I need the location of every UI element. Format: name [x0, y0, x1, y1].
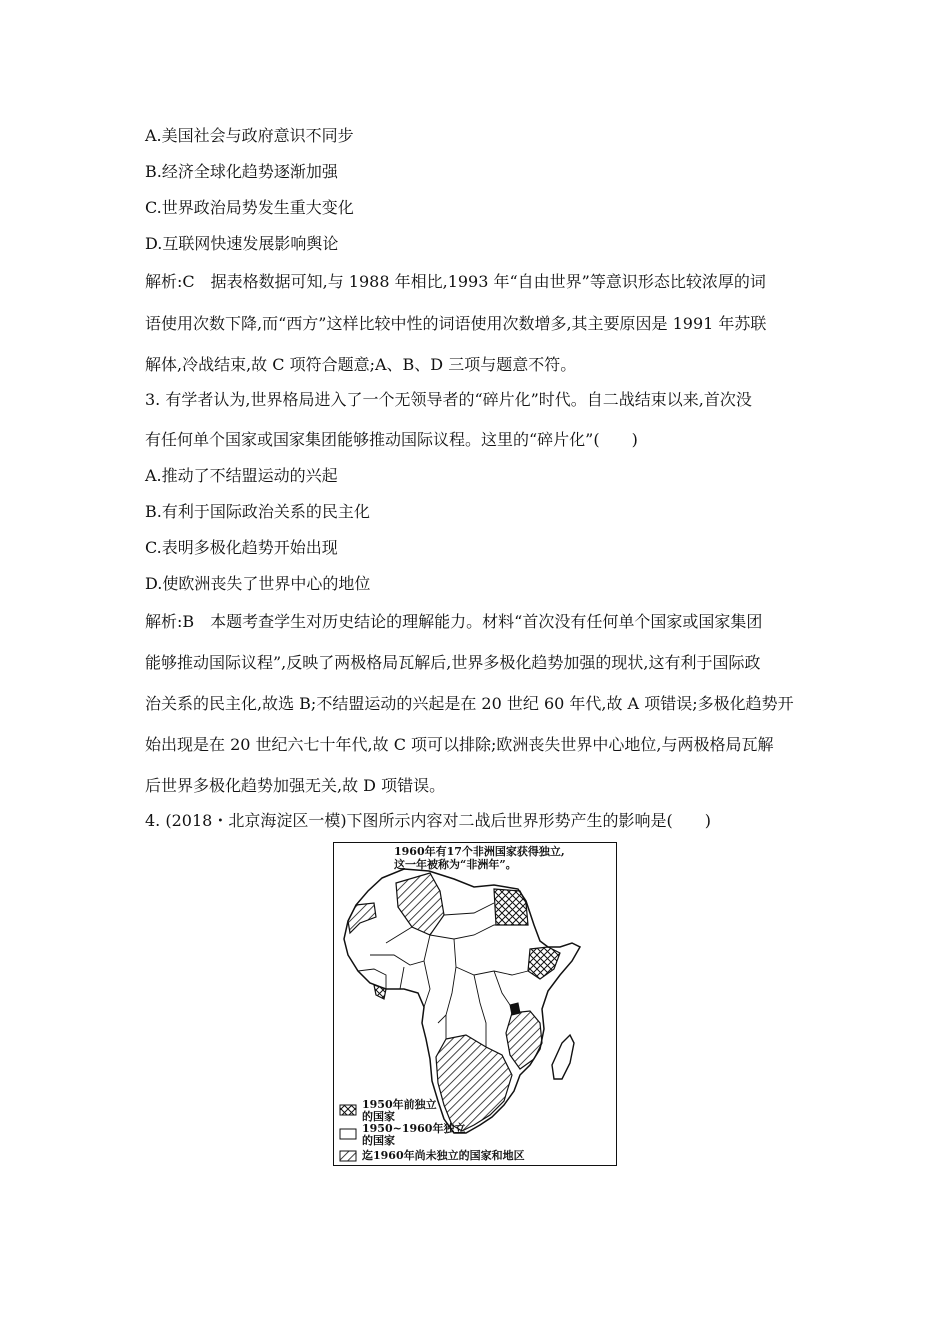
legend-label: 的国家 — [362, 1110, 395, 1123]
q2-analysis-line: 解析:C 据表格数据可知,与 1988 年相比,1993 年“自由世界”等意识形态比较浓厚的词 — [145, 272, 766, 291]
q3-analysis-line: 后世界多极化趋势加强无关,故 D 项错误。 — [145, 776, 446, 795]
q4-stem: 4. (2018・北京海淀区一模)下图所示内容对二战后世界形势产生的影响是( ) — [145, 811, 712, 830]
q2-option-a: A.美国社会与政府意识不同步 — [145, 126, 354, 145]
q3-analysis-line: 能够推动国际议程”,反映了两极格局瓦解后,世界多极化趋势加强的现状,这有利于国际政 — [145, 653, 761, 672]
q2-analysis-line: 语使用次数下降,而“西方”这样比较中性的词语使用次数增多,其主要原因是 1991 年苏联 — [145, 314, 767, 333]
rwanda-burundi-marker — [510, 1003, 520, 1015]
q3-option-b: B.有利于国际政治关系的民主化 — [145, 502, 370, 521]
legend-label: 的国家 — [362, 1134, 395, 1147]
map-annotation — [394, 845, 565, 871]
legend-label: 1950年前独立 — [362, 1098, 437, 1111]
q2-analysis-line: 解体,冷战结束,故 C 项符合题意;A、B、D 三项与题意不符。 — [145, 355, 577, 374]
q3-option-d: D.使欧洲丧失了世界中心的地位 — [145, 574, 371, 593]
egypt-region — [494, 889, 528, 925]
legend-label: 1950~1960年独立 — [362, 1122, 466, 1135]
q3-analysis-line: 解析:B 本题考查学生对历史结论的理解能力。材料“首次没有任何单个国家或国家集团 — [145, 612, 763, 631]
africa-independence-map — [333, 842, 617, 1166]
q2-option-b: B.经济全球化趋势逐渐加强 — [145, 162, 338, 181]
legend-swatch-not-independent — [340, 1151, 356, 1161]
map-annotation-line: 1960年有17个非洲国家获得独立, — [394, 845, 565, 858]
q2-option-d: D.互联网快速发展影响舆论 — [145, 234, 339, 253]
madagascar — [552, 1035, 574, 1079]
q2-option-c: C.世界政治局势发生重大变化 — [145, 198, 354, 217]
q3-analysis-line: 治关系的民主化,故选 B;不结盟运动的兴起是在 20 世纪 60 年代,故 A 项错误;多极化趋势开 — [145, 694, 794, 713]
q3-stem-line: 有任何单个国家或国家集团能够推动国际议程。这里的“碎片化”( ) — [145, 430, 638, 449]
legend-swatch-1950-1960 — [340, 1129, 356, 1139]
legend-item-before-1950 — [362, 1099, 437, 1123]
q3-stem-line: 3. 有学者认为,世界格局进入了一个无领导者的“碎片化”时代。自二战结束以来,首次没 — [145, 390, 752, 409]
legend-label: 迄1960年尚未独立的国家和地区 — [362, 1149, 525, 1162]
map-annotation-line: 这一年被称为“非洲年”。 — [394, 858, 517, 871]
q3-option-c: C.表明多极化趋势开始出现 — [145, 538, 338, 557]
q3-analysis-line: 始出现是在 20 世纪六七十年代,故 C 项可以排除;欧洲丧失世界中心地位,与两极格局瓦解 — [145, 735, 774, 754]
legend-swatch-before-1950 — [340, 1105, 356, 1115]
legend-item-1950-1960 — [362, 1123, 465, 1147]
q3-option-a: A.推动了不结盟运动的兴起 — [145, 466, 338, 485]
legend-item-not-independent — [362, 1150, 525, 1162]
